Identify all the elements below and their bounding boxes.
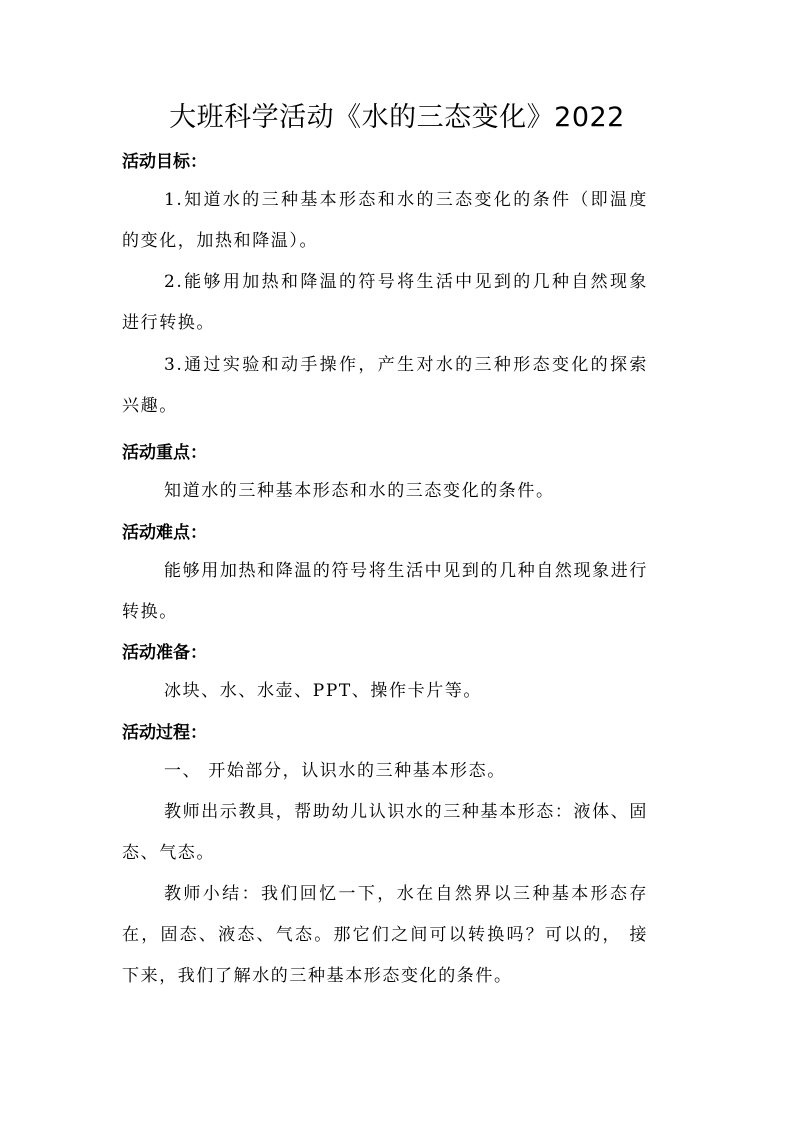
goal-item-2: 2.能够用加热和降温的符号将生活中见到的几种自然现象进行转换。 [122, 272, 648, 333]
heading-key-point: 活动重点： [122, 443, 207, 463]
heading-preparation: 活动准备： [122, 643, 207, 663]
key-point-text: 知道水的三种基本形态和水的三态变化的条件。 [164, 481, 555, 501]
process-paragraph-3: 教师小结：我们回忆一下，水在自然界以三种基本形态存在，固态、液态、气态。那它们之间可以转换吗？可以的， 接下来，我们了解水的三种基本形态变化的条件。 [122, 884, 648, 986]
goal-item-3: 3.通过实验和动手操作，产生对水的三种形态变化的探索兴趣。 [122, 355, 648, 416]
document-title: 大班科学活动《水的三态变化》2022 [169, 102, 625, 133]
goal-item-1: 1.知道水的三种基本形态和水的三态变化的条件（即温度的变化，加热和降温）。 [122, 190, 648, 251]
heading-difficulty: 活动难点： [122, 523, 207, 543]
process-paragraph-1: 一、 开始部分，认识水的三种基本形态。 [164, 761, 506, 781]
preparation-text: 冰块、水、水壶、PPT、操作卡片等。 [164, 681, 483, 701]
difficulty-text: 能够用加热和降温的符号将生活中见到的几种自然现象进行转换。 [122, 561, 648, 622]
heading-goals: 活动目标： [122, 152, 207, 172]
process-paragraph-2: 教师出示教具，帮助幼儿认识水的三种基本形态：液体、固态、气态。 [122, 802, 648, 863]
heading-process: 活动过程： [122, 723, 207, 743]
